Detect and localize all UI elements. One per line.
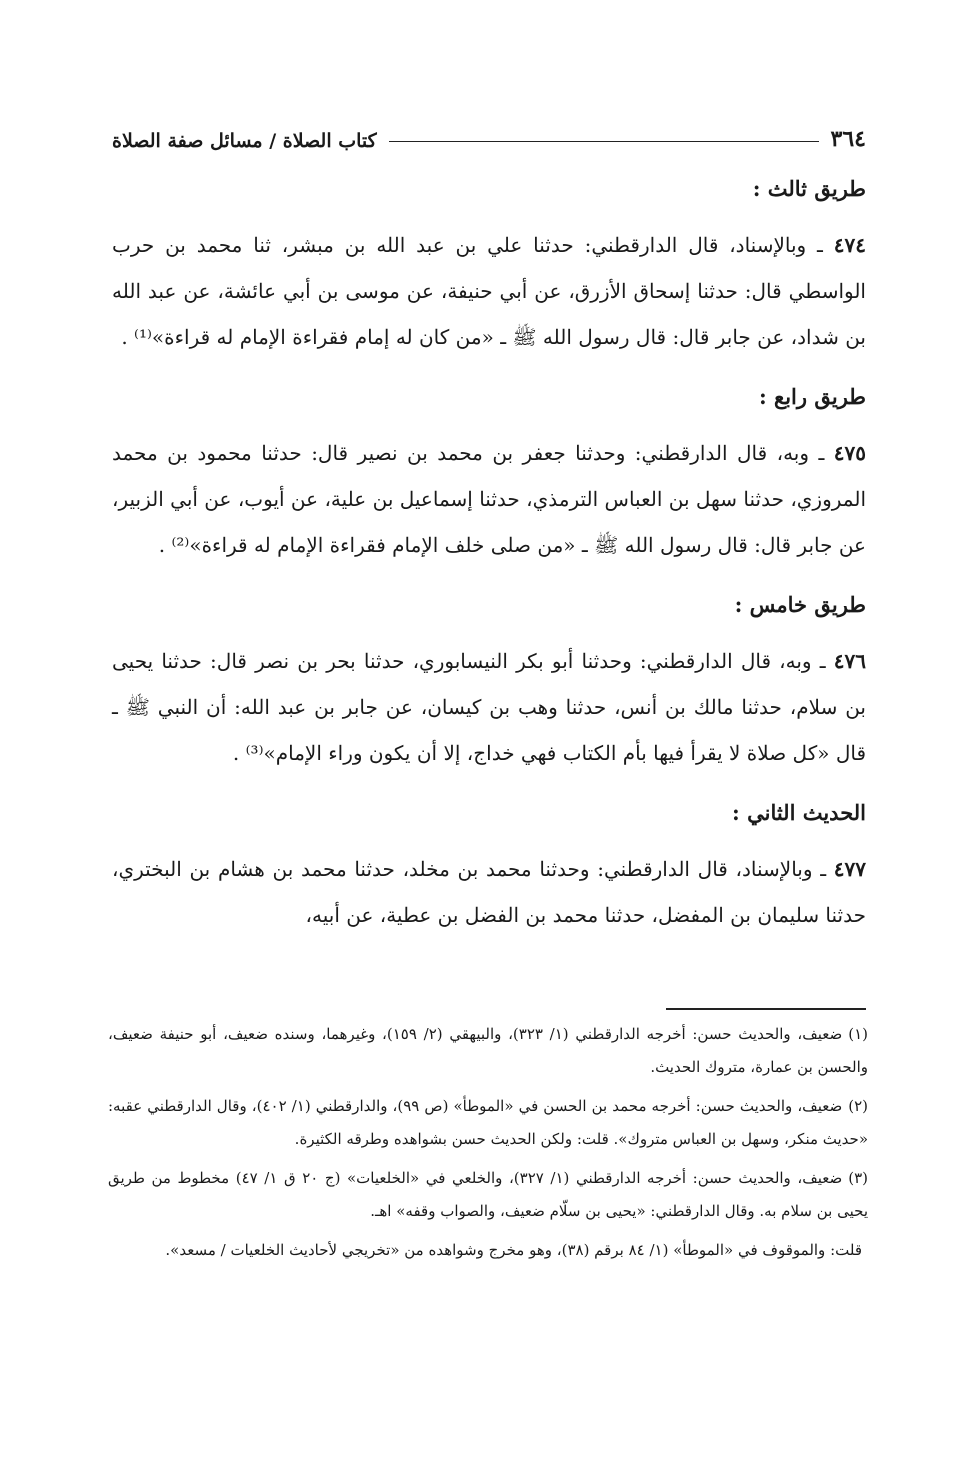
hadith-number: ٤٧٧ (833, 857, 866, 881)
hadith-paragraph (112, 846, 866, 938)
section (112, 378, 866, 568)
hadith-number: ٤٧٦ (833, 649, 866, 673)
footnote-number: (١) (848, 1025, 869, 1043)
main-text (112, 170, 866, 956)
hadith-text: ـ وبالإسناد، قال الدارقطني: حدثنا علي بن عبد الله بن مبشر، ثنا محمد بن حرب الواسطي قال: حدثنا إسحاق الأزرق، عن أبي حنيفة، عن موسى بن أبي عائشة، عن عبد الله بن شداد، عن جابر قال: قال رسول الله ﷺ ـ «من كان له إمام فقراءة الإمام له قراءة»⁽¹⁾ . (112, 233, 866, 349)
section-heading: الحديث الثاني : (732, 800, 866, 825)
footnotes (108, 1018, 868, 1273)
footnote (108, 1162, 868, 1228)
hadith-text: ـ وبه، قال الدارقطني: وحدثنا جعفر بن محمد بن نصير قال: حدثنا محمود بن محمد المروزي، حدثنا سهل بن العباس الترمذي، حدثنا إسماعيل بن علية، عن أيوب، عن أبي الزبير، عن جابر قال: قال رسول الله ﷺ ـ «من صلى خلف الإمام فقراءة الإمام له قراءة»⁽²⁾ . (112, 441, 866, 557)
footnote (108, 1090, 868, 1156)
footnote (108, 1018, 868, 1084)
hadith-number: ٤٧٤ (833, 233, 866, 257)
section-heading: طريق رابع : (758, 384, 866, 409)
section (112, 170, 866, 360)
footnote-number: (٢) (848, 1097, 868, 1115)
running-header (112, 112, 866, 152)
header-rule (389, 141, 819, 142)
section (112, 586, 866, 776)
footnote-number: (٣) (848, 1169, 869, 1187)
header-title: كتاب الصلاة / مسائل صفة الصلاة (112, 130, 377, 152)
footnote-text: ضعيف، والحديث حسن: أخرجه الدارقطني (١/ ٣٢٣)، والبيهقي (٢/ ١٥٩)، وغيرهما، وسنده ضعيف، أبو حنيفة ضعيف، والحسن بن عمارة، متروك الحديث. (108, 1025, 868, 1076)
page-number: ٣٦٤ (830, 126, 866, 152)
footnote-divider (666, 1008, 866, 1010)
footnote-text: قلت: والموقوف في «الموطأ» (١/ ٨٤ برقم (٣٨)، وهو مخرج وشواهده من «تخريجي لأحاديث الخلعيات / مسعد». (165, 1241, 862, 1259)
section (112, 794, 866, 938)
footnote-text: ضعيف، والحديث حسن: أخرجه الدارقطني (١/ ٣٢٧)، والخلعي في «الخلعيات» (ج ٢٠ ق ١/ ٤٧) مخطوط من طريق يحيى بن سلام به. وقال الدارقطني: «يحيى بن سلّام ضعيف، والصواب وقفه» اهـ. (108, 1169, 868, 1220)
hadith-paragraph (112, 430, 866, 568)
section-heading: طريق ثالث : (752, 176, 866, 201)
footnote-continuation (108, 1234, 868, 1267)
hadith-text: ـ وبه، قال الدارقطني: وحدثنا أبو بكر النيسابوري، حدثنا بحر بن نصر قال: حدثنا يحيى بن سلام، حدثنا مالك بن أنس، حدثنا وهب بن كيسان، عن جابر بن عبد الله: أن النبي ﷺ ـ قال «كل صلاة لا يقرأ فيها بأم الكتاب فهي خداج، إلا أن يكون وراء الإمام»⁽³⁾ . (112, 649, 866, 765)
hadith-paragraph (112, 638, 866, 776)
footnote-text: ضعيف، والحديث حسن: أخرجه محمد بن الحسن في «الموطأ» (ص ٩٩)، والدارقطني (١/ ٤٠٢)، وقال الدارقطني عقبه: «حديث منكر، وسهل بن العباس متروك». قلت: ولكن الحديث حسن بشواهده وطرقه الكثيرة. (108, 1097, 868, 1148)
hadith-text: ـ وبالإسناد، قال الدارقطني: وحدثنا محمد بن مخلد، حدثنا محمد بن هشام بن البختري، حدثنا سليمان بن المفضل، حدثنا محمد بن الفضل بن عطية، عن أبيه، (112, 857, 866, 927)
section-heading: طريق خامس : (734, 592, 866, 617)
hadith-paragraph (112, 222, 866, 360)
hadith-number: ٤٧٥ (833, 441, 866, 465)
